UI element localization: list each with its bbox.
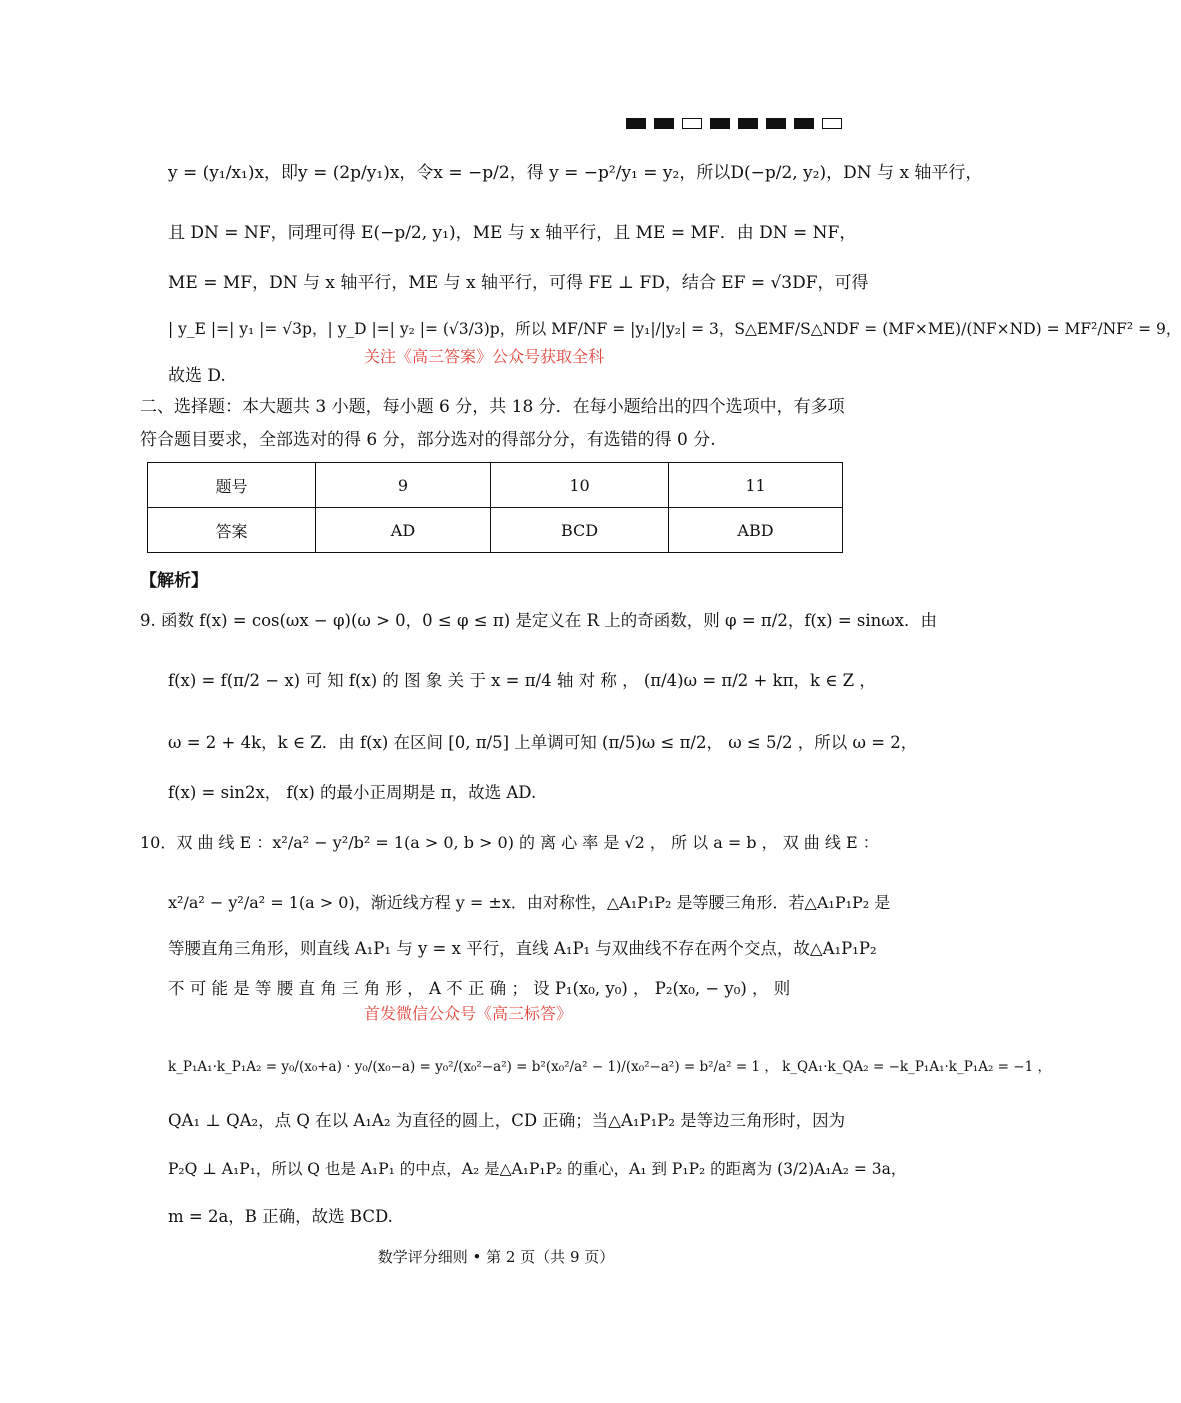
q10-line: 等腰直角三角形，则直线 A₁P₁ 与 y = x 平行，直线 A₁P₁ 与双曲线不存在两个交点，故△A₁P₁P₂ — [168, 939, 877, 958]
answer-table — [147, 462, 843, 553]
q9-line: 9. 函数 f(x) = cos(ωx − φ)(ω > 0，0 ≤ φ ≤ π) 是定义在 R 上的奇函数，则 φ = π/2，f(x) = sinωx．由 — [140, 611, 938, 630]
page-footer: 数学评分细则 • 第 2 页（共 9 页） — [377, 1248, 615, 1266]
section-heading: 二、选择题：本大题共 3 小题，每小题 6 分，共 18 分．在每小题给出的四个选项中，有多项 — [140, 397, 845, 417]
table-cell: 10 — [491, 463, 669, 508]
table-row — [148, 508, 843, 553]
table-cell: ABD — [669, 508, 843, 553]
q9-line: f(x) = sin2x， f(x) 的最小正周期是 π，故选 AD. — [168, 783, 537, 802]
q10-line: m = 2a，B 正确，故选 BCD. — [168, 1207, 393, 1226]
block-filled — [710, 118, 730, 129]
solution-line: ME = MF，DN 与 x 轴平行，ME 与 x 轴平行，可得 FE ⊥ FD，结合 EF = √3DF，可得 — [168, 273, 869, 293]
table-cell: 答案 — [148, 508, 316, 553]
block-filled — [626, 118, 646, 129]
table-cell: BCD — [491, 508, 669, 553]
header-progress-blocks — [626, 118, 842, 129]
solution-line: 故选 D. — [168, 366, 226, 386]
table-cell: AD — [316, 508, 491, 553]
q10-line: 10．双 曲 线 E ：x²/a² − y²/b² = 1(a > 0, b > 0) 的 离 心 率 是 √2 ， 所 以 a = b ， 双 曲 线 E ： — [140, 833, 879, 852]
table-row — [148, 463, 843, 508]
table-cell: 题号 — [148, 463, 316, 508]
solution-line: | y_E |=| y₁ |= √3p，| y_D |=| y₂ |= (√3/3)p，所以 MF/NF = |y₁|/|y₂| = 3，S△EMF/S△NDF = (MF×ME)/(NF×ND) = MF²/NF² = 9， — [168, 320, 1181, 338]
watermark-text: 关注《高三答案》公众号获取全科 — [364, 347, 605, 366]
q10-line: QA₁ ⊥ QA₂，点 Q 在以 A₁A₂ 为直径的圆上，CD 正确；当△A₁P₁P₂ 是等边三角形时，因为 — [168, 1111, 846, 1130]
q10-line: 不 可 能 是 等 腰 直 角 三 角 形 ， A 不 正 确 ； 设 P₁(x₀, y₀) ， P₂(x₀, − y₀) ， 则 — [168, 979, 791, 998]
q9-line: ω = 2 + 4k，k ∈ Z．由 f(x) 在区间 [0, π/5] 上单调可知 (π/5)ω ≤ π/2， ω ≤ 5/2 ，所以 ω = 2， — [168, 733, 918, 752]
q9-line: f(x) = f(π/2 − x) 可 知 f(x) 的 图 象 关 于 x = π/4 轴 对 称 ， (π/4)ω = π/2 + kπ，k ∈ Z ， — [168, 671, 876, 690]
q10-line: x²/a² − y²/a² = 1(a > 0)，渐近线方程 y = ±x．由对称性，△A₁P₁P₂ 是等腰三角形．若△A₁P₁P₂ 是 — [168, 893, 891, 912]
table-cell: 11 — [669, 463, 843, 508]
block-filled — [766, 118, 786, 129]
block-filled — [738, 118, 758, 129]
table-cell: 9 — [316, 463, 491, 508]
block-outline — [682, 118, 702, 129]
analysis-heading: 【解析】 — [140, 571, 208, 591]
solution-line: y = (y₁/x₁)x，即y = (2p/y₁)x，令x = −p/2，得 y = −p²/y₁ = y₂，所以D(−p/2, y₂)，DN 与 x 轴平行， — [168, 163, 983, 183]
block-filled — [794, 118, 814, 129]
q10-line: k_P₁A₁·k_P₁A₂ = y₀/(x₀+a) · y₀/(x₀−a) = y₀²/(x₀²−a²) = b²(x₀²/a² − 1)/(x₀²−a²) = b²/a² = 1 ， k_QA₁·k_QA₂ = −k_P₁A₁·k_P₁A₂ = −1 ， — [168, 1059, 1051, 1075]
solution-line: 且 DN = NF，同理可得 E(−p/2, y₁)，ME 与 x 轴平行，且 ME = MF．由 DN = NF， — [168, 223, 857, 243]
block-outline — [822, 118, 842, 129]
watermark-text: 首发微信公众号《高三标答》 — [364, 1004, 573, 1023]
block-filled — [654, 118, 674, 129]
section-text: 符合题目要求，全部选对的得 6 分，部分选对的得部分分，有选错的得 0 分. — [140, 430, 716, 450]
q10-line: P₂Q ⊥ A₁P₁，所以 Q 也是 A₁P₁ 的中点，A₂ 是△A₁P₁P₂ 的重心，A₁ 到 P₁P₂ 的距离为 (3/2)A₁A₂ = 3a， — [168, 1160, 907, 1178]
